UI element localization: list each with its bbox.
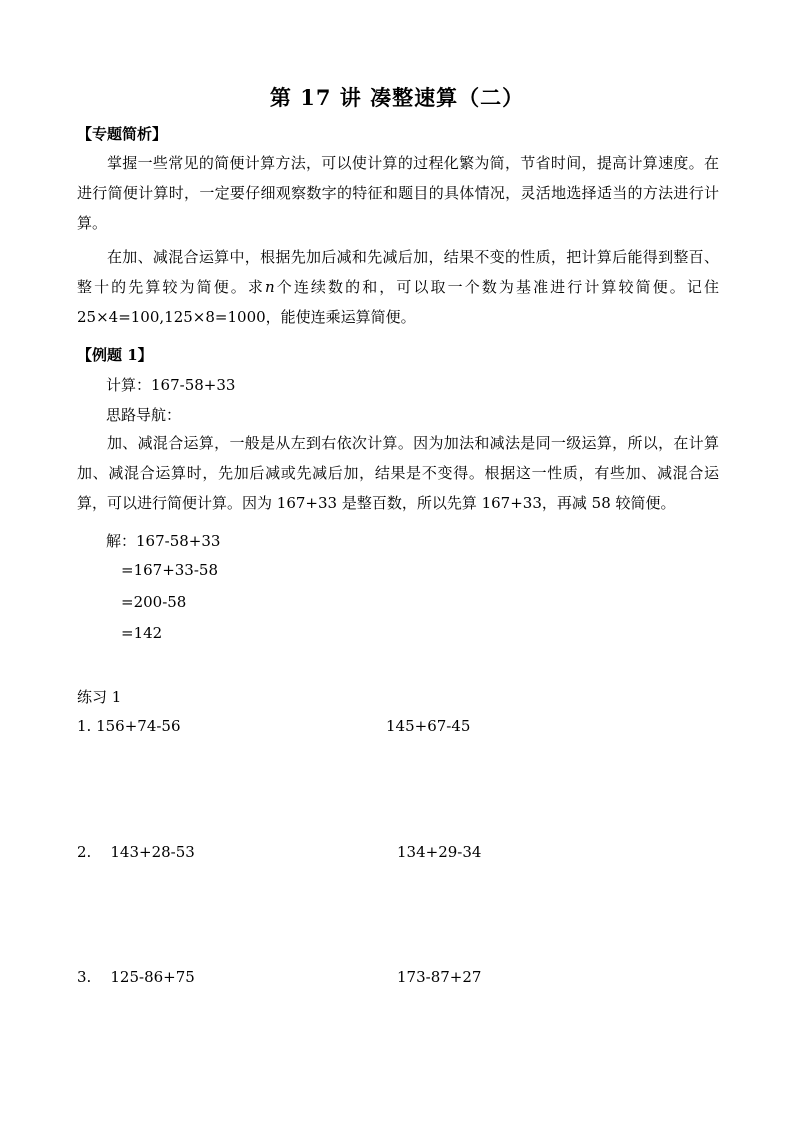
solution-step-2: =167+33-58 (121, 561, 219, 579)
practice-label: 练习 1 (77, 688, 122, 706)
example-problem: 计算：167-58+33 (106, 376, 236, 394)
practice-item-1-left: 1. 156+74-56 (77, 717, 181, 735)
variable-n: n (264, 278, 275, 296)
solution-step-1: 解：167-58+33 (106, 532, 221, 550)
section-heading-analysis: 【专题简析】 (77, 125, 168, 143)
practice-item-1-right: 145+67-45 (386, 717, 471, 735)
practice-item-3-right: 173-87+27 (397, 968, 482, 986)
example-heading: 【例题 1】 (77, 346, 153, 364)
solution-step-4: =142 (121, 624, 163, 642)
hint-label: 思路导航： (106, 406, 182, 424)
practice-item-2-left: 2. 143+28-53 (77, 843, 195, 861)
practice-item-3-left: 3. 125-86+75 (77, 968, 195, 986)
page-title: 第 17 讲 凑整速算（二） (269, 85, 525, 110)
analysis-paragraph-2 (77, 242, 719, 332)
analysis-paragraph-1: 掌握一些常见的简便计算方法，可以使计算的过程化繁为简，节省时间，提高计算速度。在进行简便计算时，一定要仔细观察数字的特征和题目的具体情况，灵活地选择适当的方法进行计算。 (77, 154, 719, 232)
practice-item-2-right: 134+29-34 (397, 843, 482, 861)
solution-step-3: =200-58 (121, 593, 187, 611)
analysis-paragraph-2-text-a: 在加、减混合运算中，根据先加后减和先减后加，结果不变的性质，把计算后能得到整百、整十的先算较为简便。求 (77, 248, 719, 296)
hint-paragraph: 加、减混合运算，一般是从左到右依次计算。因为加法和减法是同一级运算，所以，在计算加、减混合运算时，先加后减或先减后加，结果是不变得。根据这一性质，有些加、减混合运算，可以进行简便计算。因为 167+33 是整百数，所以先算 167+33，再减 58 较简便。 (77, 434, 719, 512)
analysis-paragraph-2-text-b: 个连续数的和，可以取一个数为基准进行计算较简便。记住 25×4=100,125×8=1000，能使连乘运算简便。 (77, 278, 719, 326)
